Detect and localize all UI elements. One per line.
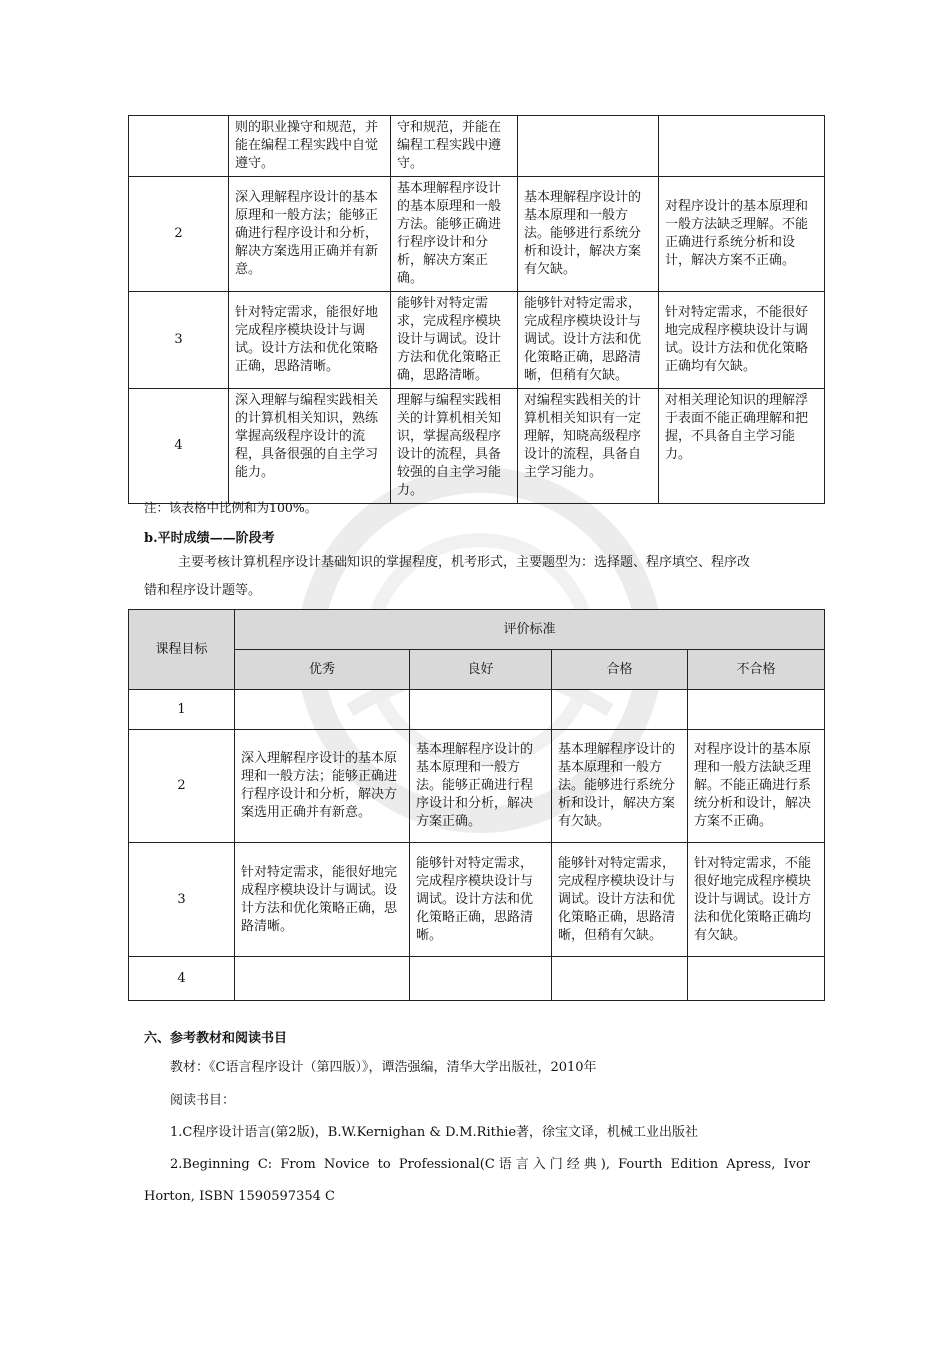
goal-number: 2	[129, 730, 235, 843]
table-note: 注：该表格中比例和为100%。	[144, 500, 318, 515]
pass-criteria: 能够针对特定需求，完成程序模块设计与调试。设计方法和优化策略正确，思路清晰，但稍有欠缺。	[518, 292, 659, 389]
fail-criteria: 针对特定需求，不能很好地完成程序模块设计与调试。设计方法和优化策略正确均有欠缺。	[688, 843, 825, 957]
good-criteria: 能够针对特定需求，完成程序模块设计与调试。设计方法和优化策略正确，思路清晰。	[410, 843, 552, 957]
good-criteria: 理解与编程实践相关的计算机相关知识，掌握高级程序设计的流程，具备较强的自主学习能力。	[391, 389, 518, 504]
level-excellent-header: 优秀	[235, 650, 410, 690]
fail-criteria: 针对特定需求，不能很好地完成程序模块设计与调试。设计方法和优化策略正确均有欠缺。	[659, 292, 825, 389]
excellent-criteria: 深入理解程序设计的基本原理和一般方法；能够正确进行程序设计和分析，解决方案选用正确并有新意。	[229, 177, 391, 292]
excellent-criteria: 针对特定需求，能很好地完成程序模块设计与调试。设计方法和优化策略正确，思路清晰。	[229, 292, 391, 389]
reading-book-2: 2.Beginning C: From Novice to Professional(C语言入门经典), Fourth Edition Apress, Ivor	[170, 1157, 810, 1172]
course-goal-header: 课程目标	[129, 610, 235, 690]
grading-table-continued	[128, 115, 825, 504]
table-row	[129, 177, 825, 292]
stage-exam-grading-table	[128, 609, 825, 1001]
reading-book-2-cont: Horton, ISBN 1590597354 C	[144, 1189, 335, 1204]
goal-number: 3	[129, 843, 235, 957]
good-criteria	[410, 957, 552, 1001]
fail-criteria	[659, 116, 825, 177]
excellent-criteria: 则的职业操守和规范，并能在编程工程实践中自觉遵守。	[229, 116, 391, 177]
reading-book-1: 1.C程序设计语言(第2版)，B.W.Kernighan & D.M.Rithie著，徐宝文译，机械工业出版社	[170, 1125, 699, 1140]
pass-criteria: 基本理解程序设计的基本原理和一般方法。能够进行系统分析和设计，解决方案有欠缺。	[552, 730, 688, 843]
table-row	[129, 292, 825, 389]
fail-criteria: 对程序设计的基本原理和一般方法缺乏理解。不能正确进行系统分析和设计，解决方案不正确。	[688, 730, 825, 843]
excellent-criteria	[235, 957, 410, 1001]
pass-criteria	[552, 957, 688, 1001]
table-header-row	[129, 610, 825, 650]
excellent-criteria: 深入理解与编程实践相关的计算机相关知识，熟练掌握高级程序设计的流程，具备很强的自主学习能力。	[229, 389, 391, 504]
table-row	[129, 690, 825, 730]
excellent-criteria: 深入理解程序设计的基本原理和一般方法；能够正确进行程序设计和分析，解决方案选用正确并有新意。	[235, 730, 410, 843]
good-criteria: 基本理解程序设计的基本原理和一般方法。能够正确进行程序设计和分析，解决方案正确。	[410, 730, 552, 843]
table-row	[129, 389, 825, 504]
fail-criteria	[688, 957, 825, 1001]
pass-criteria: 能够针对特定需求，完成程序模块设计与调试。设计方法和优化策略正确，思路清晰，但稍有欠缺。	[552, 843, 688, 957]
fail-criteria: 对相关理论知识的理解浮于表面不能正确理解和把握，不具备自主学习能力。	[659, 389, 825, 504]
pass-criteria: 基本理解程序设计的基本原理和一般方法。能够进行系统分析和设计，解决方案有欠缺。	[518, 177, 659, 292]
goal-number: 2	[129, 177, 229, 292]
level-pass-header: 合格	[552, 650, 688, 690]
fail-criteria	[688, 690, 825, 730]
goal-number: 4	[129, 957, 235, 1001]
reading-list-label: 阅读书目：	[170, 1093, 236, 1108]
fail-criteria: 对程序设计的基本原理和一般方法缺乏理解。不能正确进行系统分析和设计，解决方案不正确。	[659, 177, 825, 292]
goal-number: 4	[129, 389, 229, 504]
goal-number: 1	[129, 690, 235, 730]
goal-number: 3	[129, 292, 229, 389]
table-row	[129, 730, 825, 843]
pass-criteria	[518, 116, 659, 177]
goal-number	[129, 116, 229, 177]
section-b-title: b.平时成绩——阶段考	[144, 531, 275, 546]
level-good-header: 良好	[410, 650, 552, 690]
table-row	[129, 957, 825, 1001]
good-criteria	[410, 690, 552, 730]
section-b-description: 主要考核计算机程序设计基础知识的掌握程度，机考形式，主要题型为：选择题、程序填空、程序改	[178, 555, 751, 570]
evaluation-criteria-header: 评价标准	[235, 610, 825, 650]
section-b-description-cont: 错和程序设计题等。	[144, 583, 262, 598]
table-row	[129, 843, 825, 957]
excellent-criteria: 针对特定需求，能很好地完成程序模块设计与调试。设计方法和优化策略正确，思路清晰。	[235, 843, 410, 957]
table-row	[129, 116, 825, 177]
good-criteria: 守和规范，并能在编程工程实践中遵守。	[391, 116, 518, 177]
pass-criteria: 对编程实践相关的计算机相关知识有一定理解，知晓高级程序设计的流程，具备自主学习能力。	[518, 389, 659, 504]
pass-criteria	[552, 690, 688, 730]
good-criteria: 能够针对特定需求，完成程序模块设计与调试。设计方法和优化策略正确，思路清晰。	[391, 292, 518, 389]
level-fail-header: 不合格	[688, 650, 825, 690]
section-6-title: 六、参考教材和阅读书目	[144, 1031, 288, 1046]
textbook-line: 教材：《C语言程序设计（第四版）》，谭浩强编，清华大学出版社，2010年	[170, 1060, 597, 1075]
good-criteria: 基本理解程序设计的基本原理和一般方法。能够正确进行程序设计和分析，解决方案正确。	[391, 177, 518, 292]
excellent-criteria	[235, 690, 410, 730]
